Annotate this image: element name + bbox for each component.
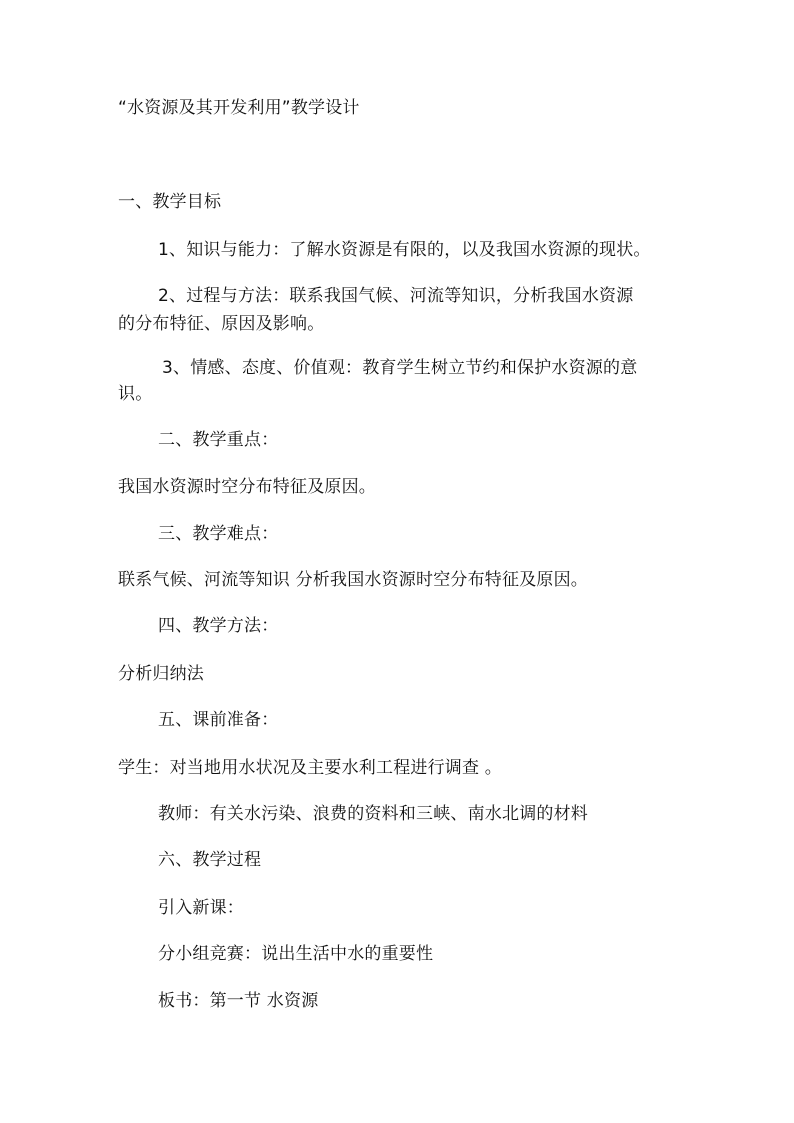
process-activity: 分小组竞赛：说出生活中水的重要性 [158, 944, 434, 964]
difficulty-text: 联系气候、河流等知识 分析我国水资源时空分布特征及原因。 [118, 570, 589, 590]
section-heading-difficulties: 三、教学难点： [158, 524, 279, 544]
section-heading-process: 六、教学过程 [158, 850, 262, 870]
section-heading-methods: 四、教学方法： [158, 616, 279, 636]
document-title: “水资源及其开发利用”教学设计 [118, 98, 360, 118]
preparation-teacher: 教师：有关水污染、浪费的资料和三峡、南水北调的材料 [158, 804, 588, 824]
objective-values-line1: 3、情感、态度、价值观：教育学生树立节约和保护水资源的意 [162, 358, 638, 378]
method-text: 分析归纳法 [118, 664, 204, 684]
objective-process-line1: 2、过程与方法：联系我国气候、河流等知识，分析我国水资源 [158, 286, 634, 306]
section-heading-objectives: 一、教学目标 [118, 192, 222, 212]
key-point-text: 我国水资源时空分布特征及原因。 [118, 477, 376, 497]
objective-values-line2: 识。 [118, 384, 153, 404]
process-blackboard: 板书：第一节 水资源 [158, 991, 319, 1011]
objective-knowledge: 1、知识与能力：了解水资源是有限的，以及我国水资源的现状。 [158, 240, 651, 260]
section-heading-preparation: 五、课前准备： [158, 710, 279, 730]
objective-process-line2: 的分布特征、原因及影响。 [118, 314, 325, 334]
preparation-students: 学生：对当地用水状况及主要水利工程进行调查 。 [118, 758, 503, 778]
section-heading-key-points: 二、教学重点： [158, 430, 279, 450]
process-intro: 引入新课： [158, 898, 244, 918]
